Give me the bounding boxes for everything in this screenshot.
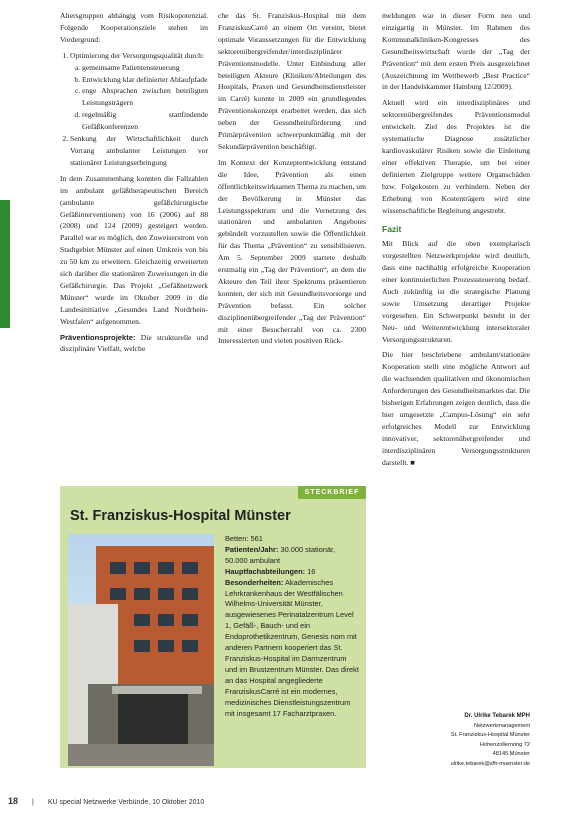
steckbrief-title: St. Franziskus-Hospital Münster xyxy=(70,508,291,524)
hospital-photo xyxy=(68,534,214,766)
steckbrief-tag: STECKBRIEF xyxy=(298,486,366,499)
author-email: ulrike.tebarek@sfh-muenster.de xyxy=(450,760,530,767)
entrance-canopy xyxy=(112,686,202,694)
window xyxy=(158,588,174,600)
col1-para3 xyxy=(60,332,208,356)
goal-subitem: b. Entwicklung klar definierter Ablaufpfade xyxy=(82,74,208,86)
fact-betten: Betten: 561 xyxy=(225,534,263,543)
fazit-heading: Fazit xyxy=(382,224,402,235)
col1-intro: Altersgruppen abhängig vom Risikopotenzial. Folgende Kooperationsziele stehen im Vordergrund: xyxy=(60,11,208,44)
goal-item-1 xyxy=(70,50,208,133)
goal-subitem: c. enge Absprachen zwischen beteiligten Leistungsträgern xyxy=(82,85,208,109)
goal-sublist xyxy=(70,62,208,133)
col1-para2: In dem Zusammenhang konnten die Fallzahlen im ambulant gefäßtherapeutischen Bereich (ambulante gefäßchirurgische Gefäßinterventionen) von 16 (2006) auf 88 (2008) und 124 (2009) gesteigert werden. Parallel war es möglich, den Zuweiserstrom von Stadtgebiet Münster auf einen Umkreis von bis zu 50 km zu erweitern. Gleichzeitig erweiterten sich darüber die stationären Zuweisungen in die Gefäßchirurgie. Das Projekt „Gefäßnetzwerk Münster“ wurde im Oktober 2009 in die Landesinitiative „Gesundes Land Nordrhein-Westfalen“ aufgenommen. xyxy=(60,173,208,326)
ground xyxy=(68,744,214,766)
col3-para2: Aktuell wird ein interdisziplinäres und sektorenübergreifendes Präventionsmodul entwickelt. Ziel des Projektes ist die systematische Diagnose zusätzlicher kardiovaskulärer Risiken sowie die Einleitung einer effektiven Therapie, um bei einer definierten Zielgruppe weitere Organschäden bzw. Folgekosten zu verhindern. Neben der Erhebung von Kostenträgern wird eine wissenschaftliche Begleitung angestrebt. xyxy=(382,98,530,215)
fact-patienten xyxy=(225,545,359,567)
window xyxy=(182,562,198,574)
author-city: 48145 Münster xyxy=(492,751,530,758)
fact-value: 16 xyxy=(307,566,316,576)
steckbrief-facts xyxy=(225,534,359,719)
page-footer xyxy=(8,796,548,806)
fact-label: Besonderheiten: xyxy=(225,577,284,587)
fact-label: Hauptfachabteilungen: xyxy=(225,566,306,576)
col3-para1: meldungen war in dieser Form neu und einzigartig in Münster. Im Rahmen des Kommunalkliniken-Kongresses des Gesundheitswirtschaft wurde der „Tag der Prävention“ mit dem ersten Preis ausgezeichnet (Auszeichnung im Wettbewerb „Best Practice“ in der Handelskammer Hamburg 12/2009). xyxy=(382,11,530,92)
fact-value: 30.000 stationär, 50.000 ambulant xyxy=(225,544,336,565)
window xyxy=(182,588,198,600)
window xyxy=(158,614,174,626)
fact-label: Patienten/Jahr: xyxy=(225,544,279,554)
fact-hauptfach xyxy=(225,567,359,578)
text-column-1 xyxy=(60,10,208,359)
author-street: Hohenzollernring 72 xyxy=(479,741,530,748)
window xyxy=(158,640,174,652)
window xyxy=(134,588,150,600)
window xyxy=(110,588,126,600)
fazit-para2: Die hier beschriebene ambulant/stationäre Kooperation stellt eine mögliche Antwort auf die wachsenden qualitativen und ökonomischen Anforderungen des Gesundheitsmarktes dar. Die bisherigen Erfahrungen zeigen deutlich, dass die hier umgesetzte „Campus-Lösung“ ein sehr erfolgreiches Modell zur Entwicklung innovativer, sektorenübergreifender und interdisziplinären Versorgungsstrukturen darstellt. ■ xyxy=(382,350,530,467)
col2-para1: che das St. Franziskus-Hospital mit dem FranziskusCarré an einem Ort vereint, bietet optimale Voraussetzungen für die Entwicklung sektorenübergreifender/interdisziplinärer Präventionsmodelle. Unter Einbindung aller beteiligten Akteure (Kliniken/Abteilungen des Hospitals, Praxen und Gesundheitsdienstleister im Carré) konnte in 2009 ein grundlegendes Präventionskonzept erarbeitet werden, das sich neben der Gesundheitsförderung und Primärprävention schwerpunktmäßig mit der Sekundärprävention beschäftigt. xyxy=(218,11,366,151)
author-signature xyxy=(382,712,530,770)
goal-subitem: d. regelmäßig stattfindende Gefäßkonferenzen xyxy=(82,109,208,133)
margin-accent-bar xyxy=(0,200,10,328)
footer-separator: | xyxy=(32,799,34,806)
window xyxy=(182,614,198,626)
author-org: St. Franziskus-Hospital Münster xyxy=(450,732,530,739)
author-name: Dr. Ulrike Tebarek MPH xyxy=(464,713,530,719)
goal-item-2: 2. Senkung der Wirtschaftlichkeit durch Vorrang ambulanter Leistungen vor stationärer Leistungserbringung xyxy=(70,133,208,169)
steckbrief-box xyxy=(60,486,366,768)
author-role: Netzwerkmanagement xyxy=(474,722,530,729)
fazit-para1: Mit Blick auf die oben exemplarisch vorgestellten Netzwerkprojekte wird deutlich, dass eine nachhaltig erfolgreiche Kooperation einer kontinuierlichen Prozesssteuerung bedarf. Auch zukünftig ist die strategische Planung sowie Umsetzung derartiger Projekte vorgesehen. Ein Schwerpunkt besteht in der Neu- und Weiterentwicklung intersektoraler Versorgungsstrukturen. xyxy=(382,239,530,344)
text-column-2 xyxy=(218,10,366,351)
fact-value: Akademisches Lehrkrankenhaus der Westfälischen Wilhelms-Universität Münster, ausgewiesenes Perinatalzentrum Level 1, Gefäß-, Bauch- und ein Endoprothetikzentrum, Genesis nom mit anderen Partnern kooperiert das St. Franziskus-Hospital im Darmzentrum und im Brustzentrum Münster. Das direkt an das Hospital angegliederte FranziskusCarré ist ein modernes, medizinisches Dienstleistungszentrum mit insgesamt 17 Facharztpraxen. xyxy=(225,577,359,718)
col2-para2: Im Kontext der Konzeptentwicklung entstand die Idee, Prävention als einen öffentlichkeitswirksamen Thema zu machen, um der Bevölkerung in Münster das Leistungsspektrum und die Vernetzung des stationären und ambulanten Angebotes gebündelt vorzustellen sowie die Öffentlichkeit für das Thema „Prävention“ zu sensibilisieren. Am 5. September 2009 startete deshalb erstmalig ein „Tag der Prävention“, an dem die Akteure den Teil ihrer Spektrums präsentieren konnten, der sich mit Gesundheitsvorsorge und Prävention befasst. Ein solcher disziplinenübergreifender „Tag der Prävention“ mit einer Besucherzahl von ca. 2300 Interessierten und vielen positiven Rück- xyxy=(218,157,366,346)
entrance xyxy=(118,694,188,744)
goals-list xyxy=(60,50,208,169)
window xyxy=(134,614,150,626)
page-number: 18 xyxy=(8,796,19,806)
window xyxy=(182,640,198,652)
window xyxy=(134,562,150,574)
praevention-label: Präventionsprojekte: xyxy=(60,332,136,342)
publication-info: KU special Netzwerke Verbünde, 10 Oktober 2010 xyxy=(47,799,205,806)
text-column-3 xyxy=(382,10,530,473)
col1-para3-text: Die strukturelle und disziplinäre Vielfalt, welche xyxy=(60,332,208,354)
window xyxy=(134,640,150,652)
fact-besonder xyxy=(225,578,359,720)
window xyxy=(158,562,174,574)
goal-subitem: a. gemeinsame Patientensteuerung xyxy=(82,62,208,74)
window xyxy=(110,562,126,574)
goal-item-1-text: Optimierung der Versorgungsqualität durch: xyxy=(70,50,205,60)
